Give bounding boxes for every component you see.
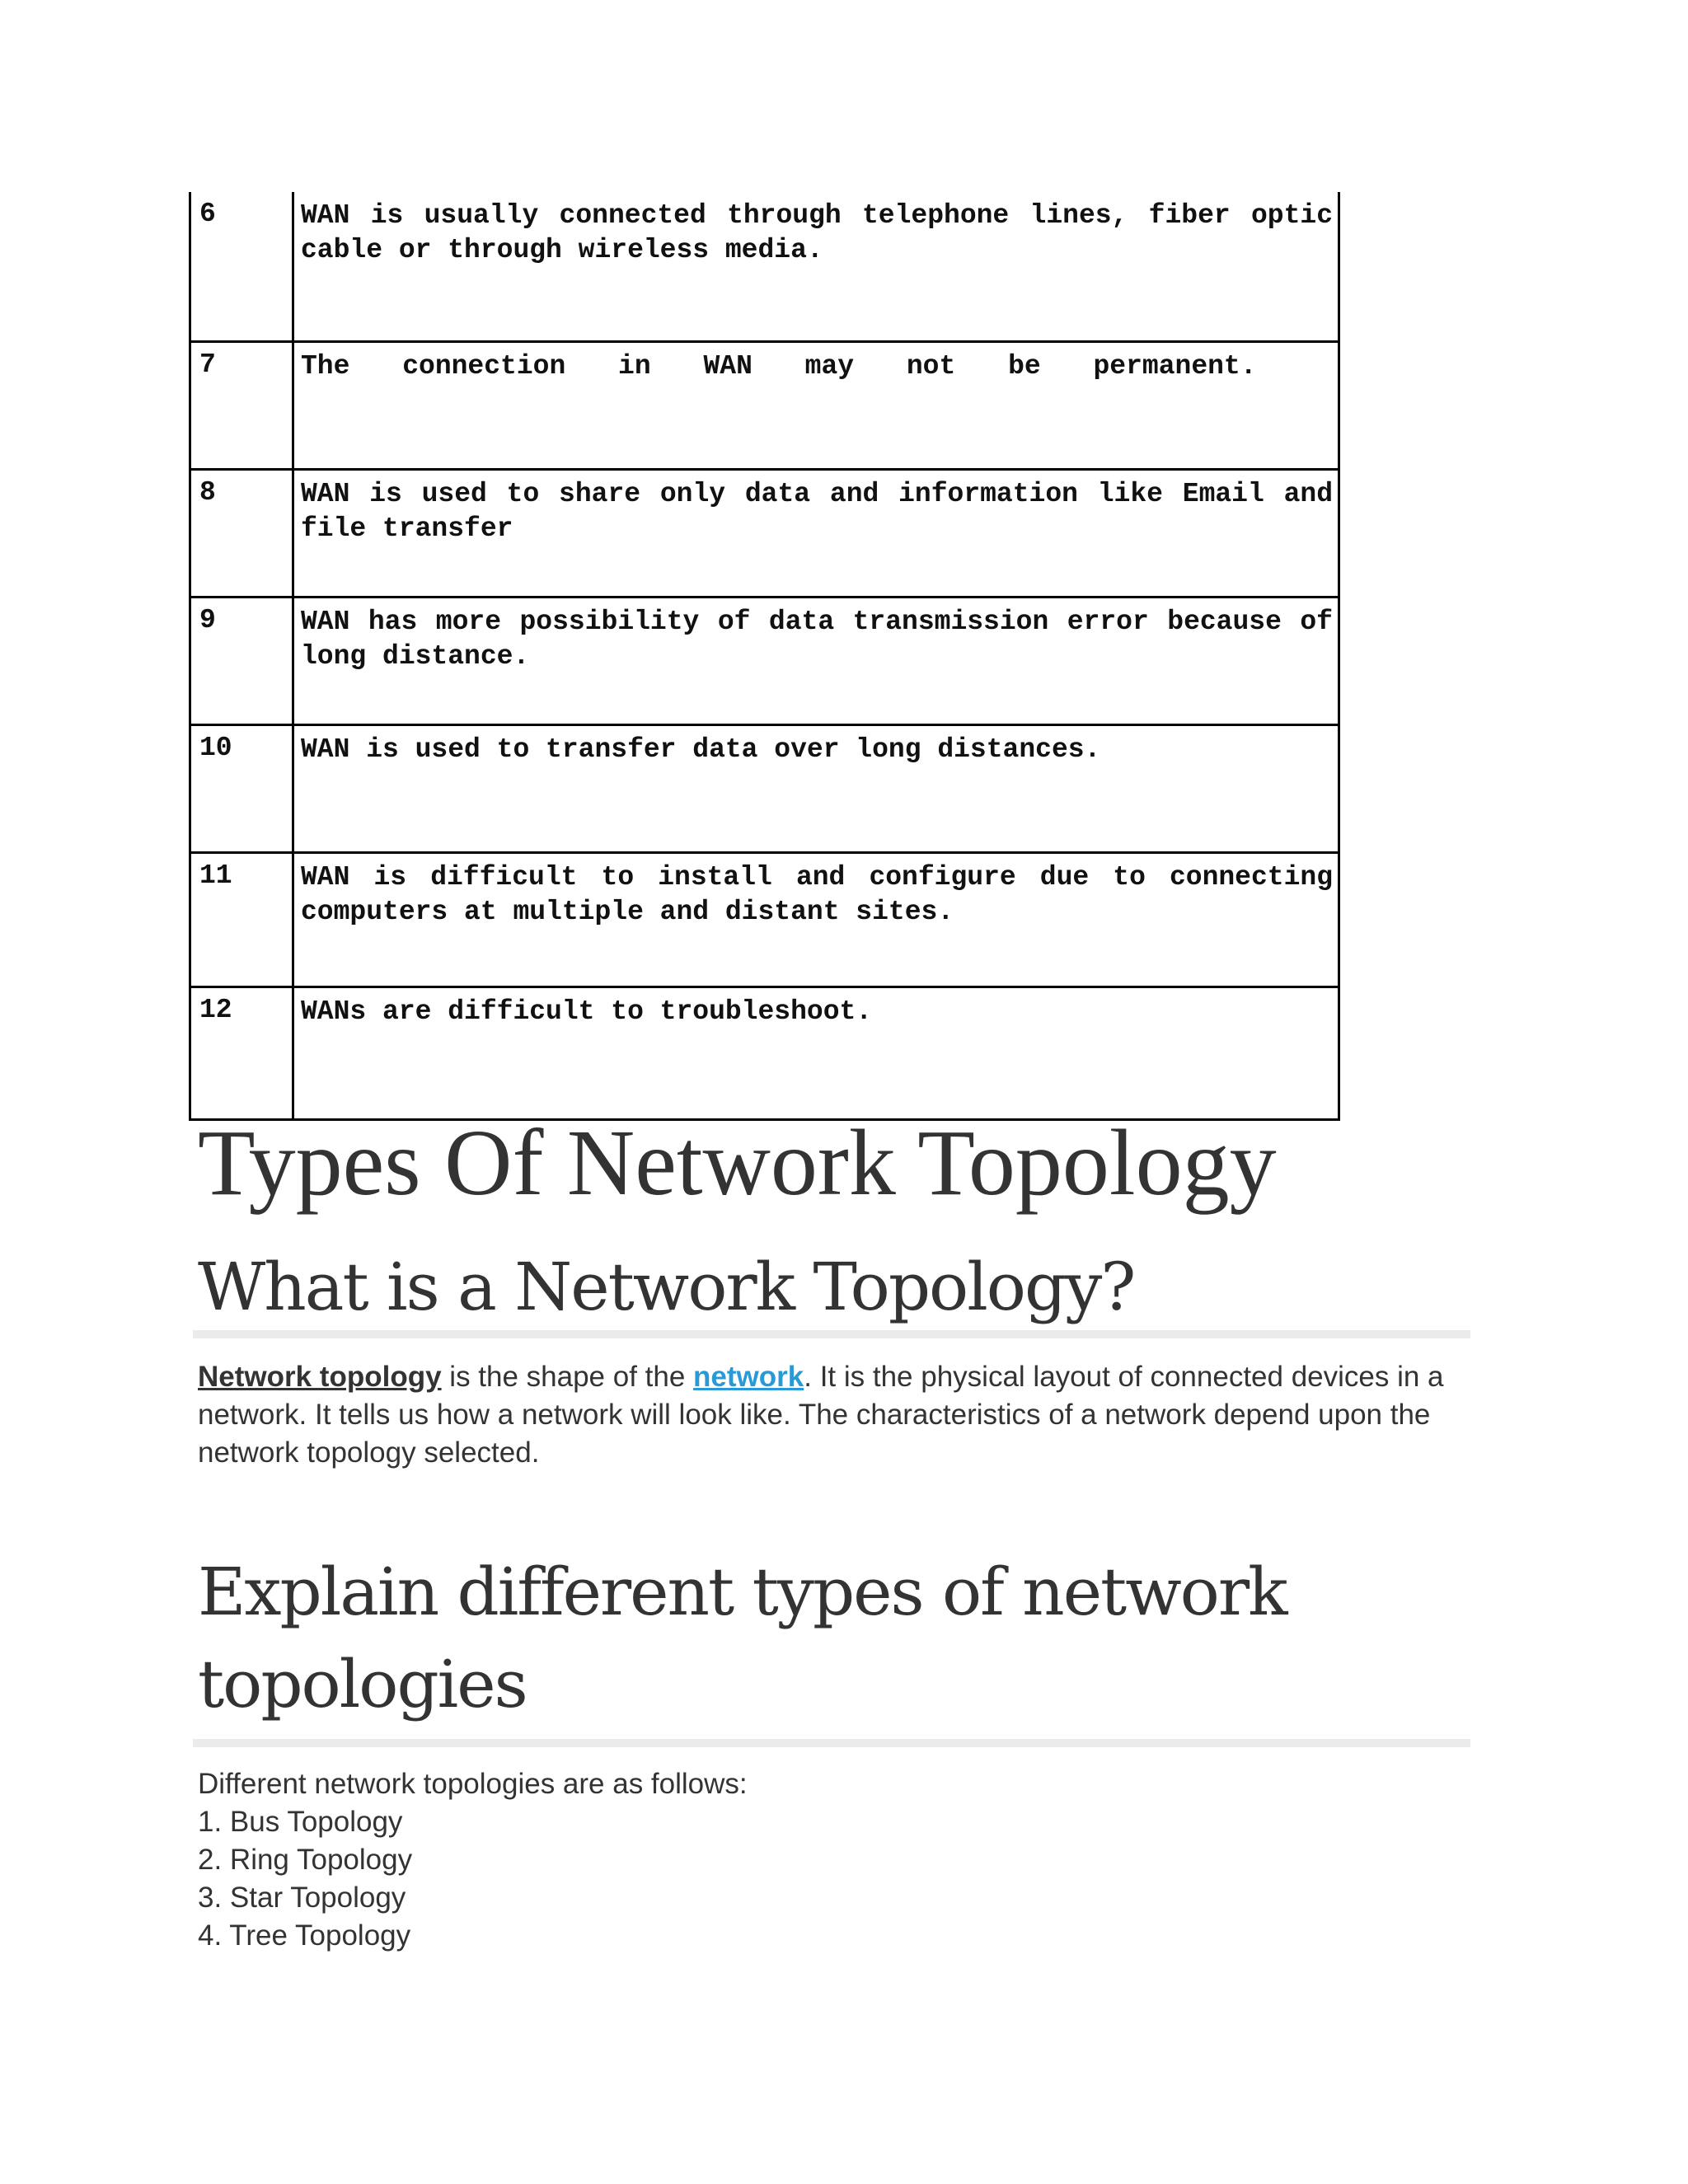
row-description: WAN is difficult to install and configure due to connecting computers at multiple and distant sites. [293,853,1339,987]
row-description: WANs are difficult to troubleshoot. [293,987,1339,1120]
row-number: 10 [190,725,293,853]
row-number: 11 [190,853,293,987]
table-row [190,725,1339,853]
section-heading-types: Explain different types of network topologies [198,1554,1287,1722]
table-row [190,987,1339,1120]
types-intro-text: Different network topologies are as follows: [198,1768,748,1800]
list-item: 1. Bus Topology [198,1806,403,1838]
row-description: WAN has more possibility of data transmission error because of long distance. [293,598,1339,725]
row-description: WAN is used to share only data and information like Email and file transfer [293,470,1339,598]
row-description: WAN is usually connected through telephone lines, fiber optic cable or through wireless media. [293,192,1339,342]
definition-text-part: . It is the physical layout of connected devices in a network. It tells us how a network will look like. The characteristics of a network depend upon the network topology selected. [198,1361,1444,1469]
wan-characteristics-table [189,192,1340,1121]
row-description: The connection in WAN may not be permanent. [293,342,1339,470]
row-number: 9 [190,598,293,725]
row-description: WAN is used to transfer data over long distances. [293,725,1339,853]
row-number: 12 [190,987,293,1120]
table-row [190,192,1339,342]
row-number: 7 [190,342,293,470]
topology-definition-paragraph [198,1358,1451,1472]
network-topology-link[interactable]: Network topology [198,1361,442,1393]
page-title: Types Of Network Topology [198,1110,1277,1215]
row-number: 6 [190,192,293,342]
heading-divider [193,1330,1470,1338]
heading-divider [193,1739,1470,1747]
section-heading-what-is-topology: What is a Network Topology? [198,1249,1135,1325]
topology-list [198,1803,412,1955]
list-item: 3. Star Topology [198,1882,406,1914]
table-row [190,342,1339,470]
definition-text-part: is the shape of the [441,1361,694,1393]
list-item: 4. Tree Topology [198,1919,411,1952]
table-row [190,470,1339,598]
row-number: 8 [190,470,293,598]
list-item: 2. Ring Topology [198,1844,413,1876]
table-row [190,853,1339,987]
table-row [190,598,1339,725]
network-link[interactable]: network [693,1361,804,1393]
